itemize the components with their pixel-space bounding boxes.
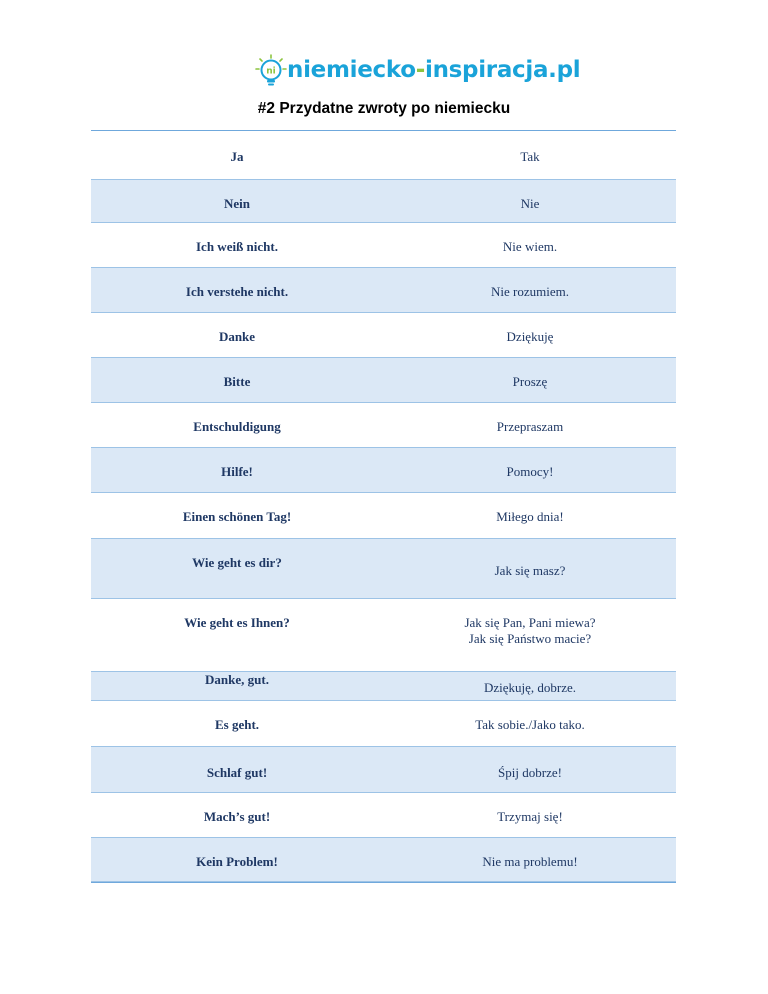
german-phrase: Ich verstehe nicht. bbox=[185, 284, 289, 299]
polish-line: Tak sobie./Jako tako. bbox=[475, 717, 585, 732]
german-phrase: Ja bbox=[230, 149, 244, 164]
table-row bbox=[91, 837, 676, 882]
polish-line: Jak się masz? bbox=[494, 563, 566, 578]
polish-translation bbox=[384, 374, 676, 390]
german-phrase: Es geht. bbox=[214, 717, 260, 732]
table-row bbox=[91, 701, 676, 746]
table-row bbox=[91, 179, 676, 223]
polish-line: Dziękuję bbox=[506, 329, 554, 344]
phrase-table bbox=[91, 130, 676, 883]
german-phrase: Danke, gut. bbox=[205, 672, 269, 687]
polish-translation bbox=[384, 563, 676, 579]
polish-translation bbox=[384, 196, 676, 212]
polish-translation bbox=[384, 717, 676, 733]
logo-icon-text: ni bbox=[266, 66, 276, 77]
page-title: #2 Przydatne zwroty po niemiecku bbox=[257, 100, 511, 117]
table-row bbox=[91, 538, 676, 599]
german-phrase: Kein Problem! bbox=[196, 854, 278, 869]
table-row bbox=[91, 493, 676, 538]
polish-translation bbox=[384, 284, 676, 300]
table-row bbox=[91, 313, 676, 357]
german-phrase: Danke bbox=[218, 329, 256, 344]
polish-line: Dziękuję, dobrze. bbox=[483, 680, 577, 695]
german-phrase: Wie geht es Ihnen? bbox=[184, 615, 290, 630]
polish-line: Śpij dobrze! bbox=[498, 765, 562, 780]
table-row bbox=[91, 131, 676, 179]
german-phrase: Ich weiß nicht. bbox=[196, 239, 278, 254]
polish-translation bbox=[384, 464, 676, 480]
polish-line: Pomocy! bbox=[506, 464, 554, 479]
table-row bbox=[91, 223, 676, 267]
polish-line: Nie wiem. bbox=[502, 239, 558, 254]
polish-line: Przepraszam bbox=[496, 419, 564, 434]
polish-translation bbox=[384, 509, 676, 525]
table-row bbox=[91, 403, 676, 447]
polish-line: Trzymaj się! bbox=[497, 809, 563, 824]
table-row bbox=[91, 793, 676, 837]
german-phrase: Bitte bbox=[223, 374, 251, 389]
polish-translation bbox=[384, 680, 676, 696]
polish-translation bbox=[384, 809, 676, 825]
brand-part-1: niemiecko bbox=[287, 57, 416, 83]
table-row bbox=[91, 671, 676, 701]
brand-part-3: inspiracja.pl bbox=[424, 57, 581, 83]
polish-translation bbox=[384, 149, 676, 165]
german-phrase: Schlaf gut! bbox=[206, 765, 268, 780]
logo bbox=[0, 52, 768, 92]
polish-line: Tak bbox=[520, 149, 540, 164]
german-phrase: Entschuldigung bbox=[193, 419, 281, 434]
table-row bbox=[91, 447, 676, 493]
polish-translation bbox=[384, 615, 676, 647]
polish-line: Proszę bbox=[512, 374, 548, 389]
polish-line: Jak się Pan, Pani miewa? bbox=[464, 615, 596, 630]
polish-translation bbox=[384, 419, 676, 435]
lightbulb-icon bbox=[255, 54, 287, 88]
polish-translation bbox=[384, 239, 676, 255]
polish-line: Miłego dnia! bbox=[496, 509, 564, 524]
table-row bbox=[91, 357, 676, 403]
german-phrase: Hilfe! bbox=[221, 464, 253, 479]
polish-line: Nie ma problemu! bbox=[482, 854, 578, 869]
polish-translation bbox=[384, 765, 676, 781]
polish-line: Nie rozumiem. bbox=[491, 284, 569, 299]
german-phrase: Mach’s gut! bbox=[203, 809, 271, 824]
brand-part-2: - bbox=[415, 57, 425, 83]
polish-line: Nie bbox=[520, 196, 540, 211]
brand-name bbox=[287, 55, 580, 85]
table-row bbox=[91, 599, 676, 671]
polish-translation bbox=[384, 329, 676, 345]
polish-line: Jak się Państwo macie? bbox=[468, 631, 592, 646]
german-phrase: Nein bbox=[224, 196, 250, 211]
table-row bbox=[91, 746, 676, 793]
table-row bbox=[91, 267, 676, 313]
german-phrase: Einen schönen Tag! bbox=[182, 509, 292, 524]
german-phrase: Wie geht es dir? bbox=[192, 555, 282, 570]
polish-translation bbox=[384, 854, 676, 870]
